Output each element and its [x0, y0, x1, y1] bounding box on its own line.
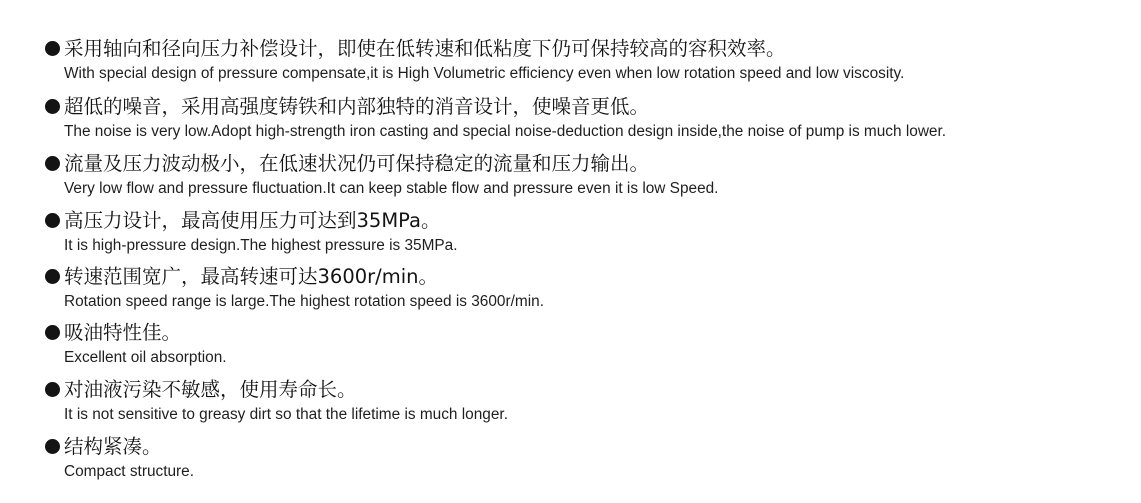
feature-title-zh-text: 吸油特性佳。: [64, 321, 182, 344]
feature-title-zh: [45, 377, 357, 403]
feature-title-zh: [45, 151, 649, 177]
feature-title-zh: [45, 208, 440, 234]
feature-description-en: Rotation speed range is large.The highest rotation speed is 3600r/min.: [64, 293, 544, 310]
feature-title-zh-text: 采用轴向和径向压力补偿设计，即使在低转速和低粘度下仍可保持较高的容积效率。: [64, 37, 786, 60]
feature-title-zh-text: 转速范围宽广，最高转速可达3600r/min。: [64, 265, 438, 288]
bullet-icon: [45, 41, 60, 56]
feature-title-zh: [45, 320, 181, 346]
feature-description-en: It is not sensitive to greasy dirt so that the lifetime is much longer.: [64, 406, 508, 423]
bullet-icon: [45, 325, 60, 340]
feature-title-zh-text: 超低的噪音，采用高强度铸铁和内部独特的消音设计，使噪音更低。: [64, 95, 650, 118]
bullet-icon: [45, 382, 60, 397]
bullet-icon: [45, 156, 60, 171]
feature-title-zh: [45, 36, 786, 62]
feature-title-zh-text: 对油液污染不敏感，使用寿命长。: [64, 378, 357, 401]
feature-description-en: It is high-pressure design.The highest pressure is 35MPa.: [64, 237, 458, 254]
feature-title-zh-text: 结构紧凑。: [64, 435, 162, 458]
bullet-icon: [45, 213, 60, 228]
feature-title-zh: [45, 434, 162, 460]
feature-title-zh-text: 高压力设计，最高使用压力可达到35MPa。: [64, 209, 441, 232]
feature-description-en: The noise is very low.Adopt high-strength iron casting and special noise-deduction design inside,the noise of pump is much lower.: [64, 123, 947, 140]
feature-description-en: With special design of pressure compensate,it is High Volumetric efficiency even when low rotation speed and low viscosity.: [64, 65, 905, 82]
feature-description-en: Excellent oil absorption.: [64, 349, 227, 366]
feature-title-zh: [45, 94, 649, 120]
bullet-icon: [45, 99, 60, 114]
bullet-icon: [45, 439, 60, 454]
feature-title-zh: [45, 264, 438, 290]
feature-description-en: Compact structure.: [64, 463, 195, 480]
feature-title-zh-text: 流量及压力波动极小，在低速状况仍可保持稳定的流量和压力输出。: [64, 152, 650, 175]
bullet-icon: [45, 269, 60, 284]
feature-description-en: Very low flow and pressure fluctuation.It can keep stable flow and pressure even it is low Speed.: [64, 180, 719, 197]
